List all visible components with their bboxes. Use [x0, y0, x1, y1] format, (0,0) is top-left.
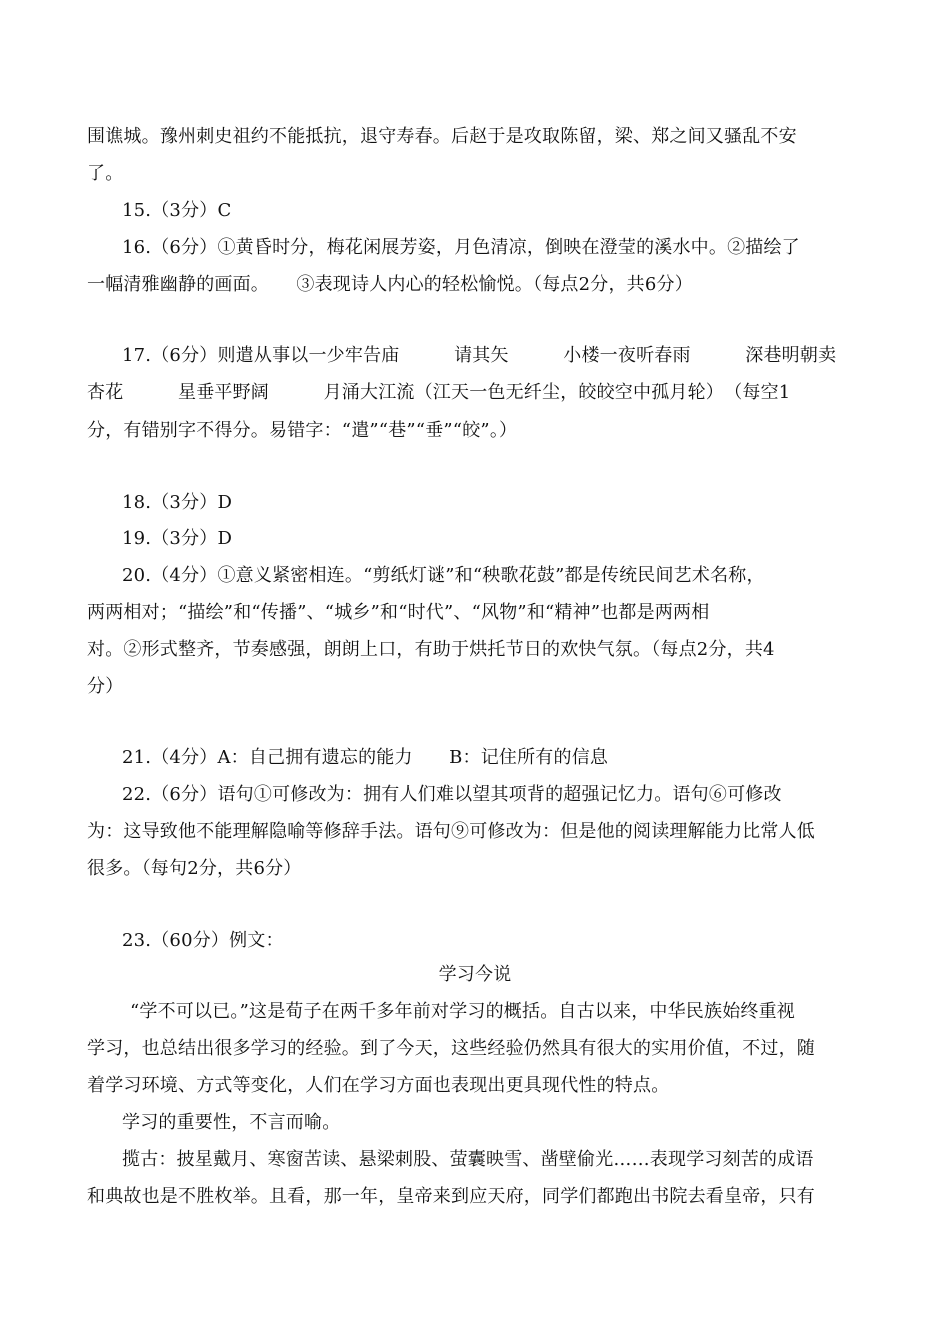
text-line: 很多。（每句2分，共6分） — [87, 858, 302, 879]
text-line: 一幅清雅幽静的画面。 ③表现诗人内心的轻松愉悦。（每点2分，共6分） — [87, 274, 693, 295]
essay-paragraph: 揽古：披星戴月、寒窗苦读、悬梁刺股、萤囊映雪、凿壁偷光……表现学习刻苦的成语 — [122, 1149, 814, 1170]
text-line: 和典故也是不胜枚举。且看，那一年，皇帝来到应天府，同学们都跑出书院去看皇帝，只有 — [87, 1186, 815, 1207]
text-line: 杏花 星垂平野阔 月涌大江流（江天一色无纤尘，皎皎空中孤月轮） （每空1 — [87, 382, 791, 403]
text-line: 学习，也总结出很多学习的经验。到了今天，这些经验仍然具有很大的实用价值，不过，随 — [87, 1038, 815, 1059]
text-line: 对。②形式整齐，节奏感强，朗朗上口，有助于烘托节日的欢快气氛。（每点2分，共4 — [87, 639, 775, 660]
answer-22: 22.（6分）语句①可修改为：拥有人们难以望其项背的超强记忆力。语句⑥可修改 — [122, 784, 782, 805]
answer-18: 18.（3分）D — [122, 492, 233, 513]
text-line: 了。 — [87, 163, 124, 184]
essay-paragraph: “学不可以已。”这是荀子在两千多年前对学习的概括。自古以来，中华民族始终重视 — [130, 1001, 796, 1022]
text-line: 围谯城。豫州刺史祖约不能抵抗，退守寿春。后赵于是攻取陈留，梁、郑之间又骚乱不安 — [87, 126, 797, 147]
essay-paragraph: 学习的重要性，不言而喻。 — [122, 1112, 341, 1133]
answer-15: 15.（3分）C — [122, 200, 232, 221]
answer-23: 23.（60分）例文： — [122, 930, 284, 951]
text-line: 着学习环境、方式等变化，人们在学习方面也表现出更具现代性的特点。 — [87, 1075, 670, 1096]
answer-20: 20.（4分）①意义紧密相连。“剪纸灯谜”和“秧歌花鼓”都是传统民间艺术名称， — [122, 565, 765, 586]
text-line: 为：这导致他不能理解隐喻等修辞手法。语句⑨可修改为：但是他的阅读理解能力比常人低 — [87, 821, 815, 842]
essay-title: 学习今说 — [438, 964, 512, 985]
answer-19: 19.（3分）D — [122, 528, 233, 549]
answer-17: 17.（6分）则遣从事以一少牢告庙 请其矢 小楼一夜听春雨 深巷明朝卖 — [122, 345, 837, 366]
answer-21: 21.（4分）A：自己拥有遗忘的能力 B：记住所有的信息 — [122, 747, 609, 768]
answer-16: 16.（6分）①黄昏时分，梅花闲展芳姿，月色清凉，倒映在澄莹的溪水中。②描绘了 — [122, 237, 800, 258]
text-line: 两两相对；“描绘”和“传播”、“城乡”和“时代”、“风物”和“精神”也都是两两相 — [87, 602, 710, 623]
text-line: 分，有错别字不得分。易错字：“遣”“巷”“垂”“皎”。） — [87, 420, 518, 441]
text-line: 分） — [87, 676, 124, 697]
